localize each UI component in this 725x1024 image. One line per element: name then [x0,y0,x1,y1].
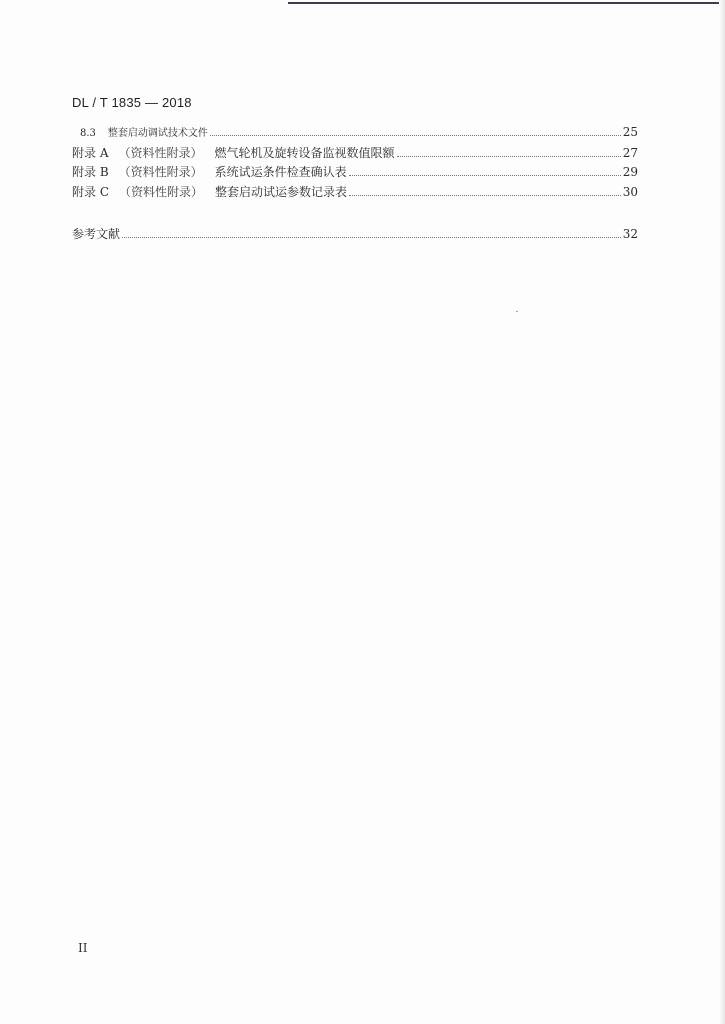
toc-annex-type: （资料性附录） [119,185,204,199]
toc-annex-type: （资料性附录） [118,146,203,160]
toc-section-number: 8.3 [80,128,96,139]
toc-entry-annex-c[interactable] [72,184,638,200]
toc-page-number: 32 [622,227,638,241]
toc-entry-label [72,126,208,142]
scan-speck [516,311,518,312]
toc-annex-type: （资料性附录） [118,165,203,179]
toc-entry-title: 系统试运条件检查确认表 [214,165,347,179]
toc-entry-8-3[interactable] [72,124,638,142]
toc-entry-label [72,145,395,161]
standard-code-header: DL / T 1835 — 2018 [72,95,192,110]
toc-annex-name: 附录 C [72,185,109,199]
toc-dot-leader [349,194,621,196]
toc-dot-leader [122,236,621,238]
page-number-footer: II [78,941,88,955]
toc-dot-leader [397,155,621,157]
toc-dot-leader [349,174,621,176]
toc-annex-name: 附录 B [72,165,109,179]
toc-entry-label [72,226,120,242]
toc-entry-annex-b[interactable] [72,164,638,180]
toc-entry-title: 参考文献 [72,227,121,241]
toc-page-number: 25 [622,125,638,139]
scan-right-edge [719,0,725,1024]
toc-entry-title: 燃气轮机及旋转设备监视数值限额 [214,146,395,160]
toc-entry-title: 整套启动调试技术文件 [107,128,208,139]
toc-entry-references[interactable] [72,226,638,242]
toc-entry-label [72,184,347,200]
toc-page-number: 30 [622,185,638,199]
toc-dot-leader [210,134,621,136]
toc-page-number: 27 [622,146,638,160]
toc-page-number: 29 [622,165,638,179]
toc-entry-title: 整套启动试运参数记录表 [215,185,348,199]
toc-entry-annex-a[interactable] [72,145,638,161]
toc-annex-name: 附录 A [72,146,109,160]
scan-top-edge [288,2,725,4]
toc-entry-label [72,164,347,180]
